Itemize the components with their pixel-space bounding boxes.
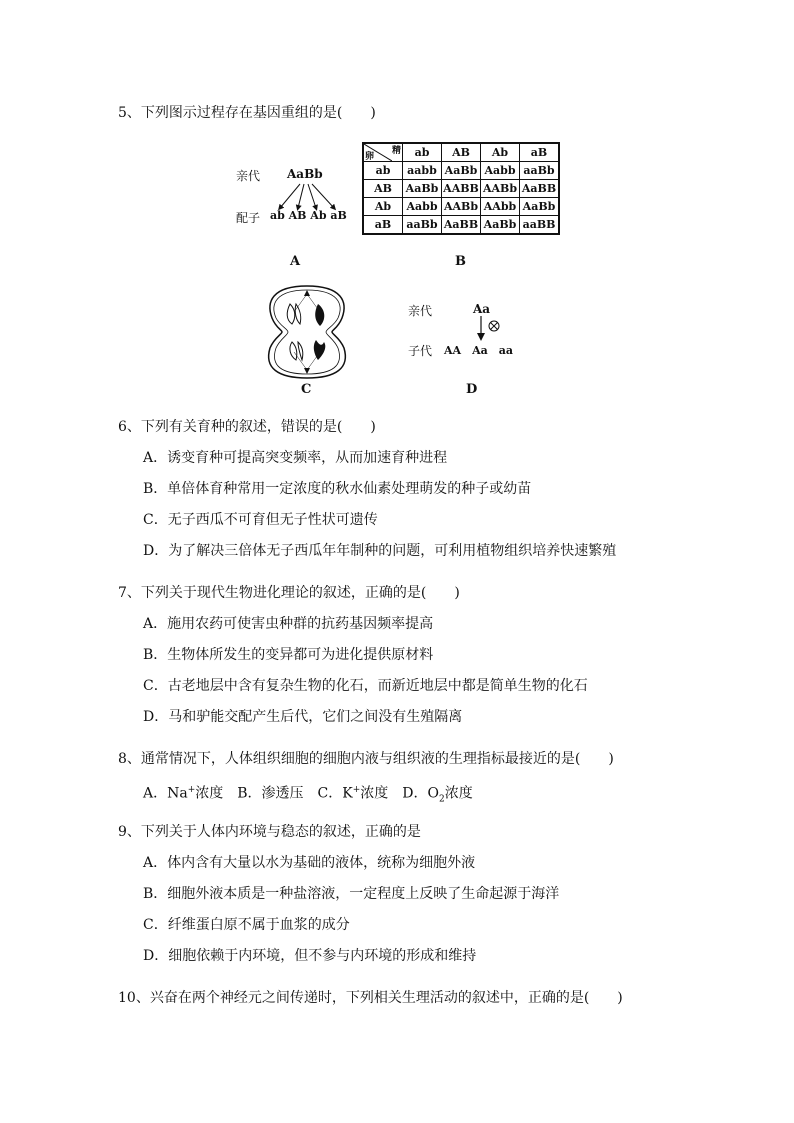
fig-a-parent-label: 亲代 [236,169,261,183]
punnett-cell: AAbb [481,198,520,216]
q8-opt-a: A．Na [143,785,188,802]
q8-opt-a-tail: 浓度 B．渗透压 C．K [195,785,353,802]
punnett-cell: aaBb [403,216,442,235]
q10-stem: 10、兴奋在两个神经元之间传递时，下列相关生理活动的叙述中，正确的是( ) [118,990,623,1006]
q8-opt-a-sup: + [187,785,196,795]
fig-d-letter: D [466,382,478,397]
q8-opt-c-tail: 浓度 D．O [360,785,439,802]
q8-opt-c-sup: + [352,785,361,795]
q7-option-b: B．生物体所发生的变异都可为进化提供原材料 [143,647,434,663]
q6-option-b: B．单倍体育种常用一定浓度的秋水仙素处理萌发的种子或幼苗 [143,481,532,497]
punnett-row [363,198,559,216]
q7-option-d: D．马和驴能交配产生后代，它们之间没有生殖隔离 [143,709,463,725]
punnett-cell: AABb [442,198,481,216]
punnett-table [362,142,560,235]
q9-option-d: D．细胞依赖于内环境，但不参与内环境的形成和维持 [143,948,477,964]
punnett-header-row [363,143,559,162]
corner-top-label: 精 [391,146,401,156]
q7-stem: 7、下列关于现代生物进化理论的叙述，正确的是( ) [118,585,460,601]
fig-c-cell-division [262,282,352,382]
q6-option-a: A．诱变育种可提高突变频率，从而加速育种进程 [143,450,448,466]
punnett-row [363,216,559,235]
punnett-cell: aaBB [520,216,560,235]
q6-stem: 6、下列有关育种的叙述，错误的是( ) [118,419,376,435]
punnett-row-label: AB [363,180,403,198]
fig-a-parent-genotype: AaBb [287,167,323,181]
q8-stem: 8、通常情况下，人体组织细胞的细胞内液与组织液的生理指标最接近的是( ) [118,751,614,767]
punnett-cell: AABb [481,180,520,198]
q8-options [143,781,473,808]
fig-d-offspring: AA Aa aa [444,344,513,357]
punnett-corner [363,143,403,162]
q9-option-a: A．体内含有大量以水为基础的液体，统称为细胞外液 [143,855,476,871]
punnett-row-label: Ab [363,198,403,216]
punnett-cell: aabb [403,162,442,180]
q9-stem: 9、下列关于人体内环境与稳态的叙述，正确的是 [118,824,421,840]
q5-stem: 5、下列图示过程存在基因重组的是( ) [118,105,376,121]
punnett-cell: AaBb [403,180,442,198]
punnett-row-label: aB [363,216,403,235]
punnett-cell: aaBb [520,162,560,180]
fig-d-parent-genotype: Aa [473,302,491,316]
q6-option-c: C．无子西瓜不可育但无子性状可遗传 [143,512,378,528]
punnett-cell: AaBb [520,198,560,216]
punnett-cell: AaBB [442,216,481,235]
punnett-cell: AaBB [520,180,560,198]
punnett-header-cell: ab [403,143,442,162]
q8-opt-d-tail: 浓度 [444,785,473,802]
punnett-cell: Aabb [403,198,442,216]
fig-a-arrows [270,182,350,212]
punnett-row [363,180,559,198]
q7-option-c: C．古老地层中含有复杂生物的化石，而新近地层中都是简单生物的化石 [143,678,588,694]
fig-d-parent-label: 亲代 [408,304,433,318]
punnett-header-cell: AB [442,143,481,162]
q7-option-a: A．施用农药可使害虫种群的抗药基因频率提高 [143,616,434,632]
punnett-header-cell: aB [520,143,560,162]
fig-d-offspring-label: 子代 [408,344,433,358]
punnett-cell: Aabb [481,162,520,180]
q9-option-c: C．纤维蛋白原不属于血浆的成分 [143,917,350,933]
fig-a-gamete-label: 配子 [236,211,261,225]
punnett-cell: AaBb [481,216,520,235]
fig-b-letter: B [455,254,466,269]
corner-bottom-label: 卵 [365,152,375,162]
fig-d-selfing-arrow [474,316,504,342]
punnett-cell: AaBb [442,162,481,180]
punnett-cell: AABB [442,180,481,198]
punnett-row-label: ab [363,162,403,180]
fig-c-letter: C [301,382,312,397]
q9-option-b: B．细胞外液本质是一种盐溶液，一定程度上反映了生命起源于海洋 [143,886,560,902]
q8-opt-d-sub: 2 [438,794,445,805]
fig-a-letter: A [290,254,301,269]
punnett-row [363,162,559,180]
fig-a-gametes: ab AB Ab aB [270,209,347,222]
q6-option-d: D．为了解决三倍体无子西瓜年年制种的问题，可利用植物组织培养快速繁殖 [143,543,617,559]
punnett-header-cell: Ab [481,143,520,162]
